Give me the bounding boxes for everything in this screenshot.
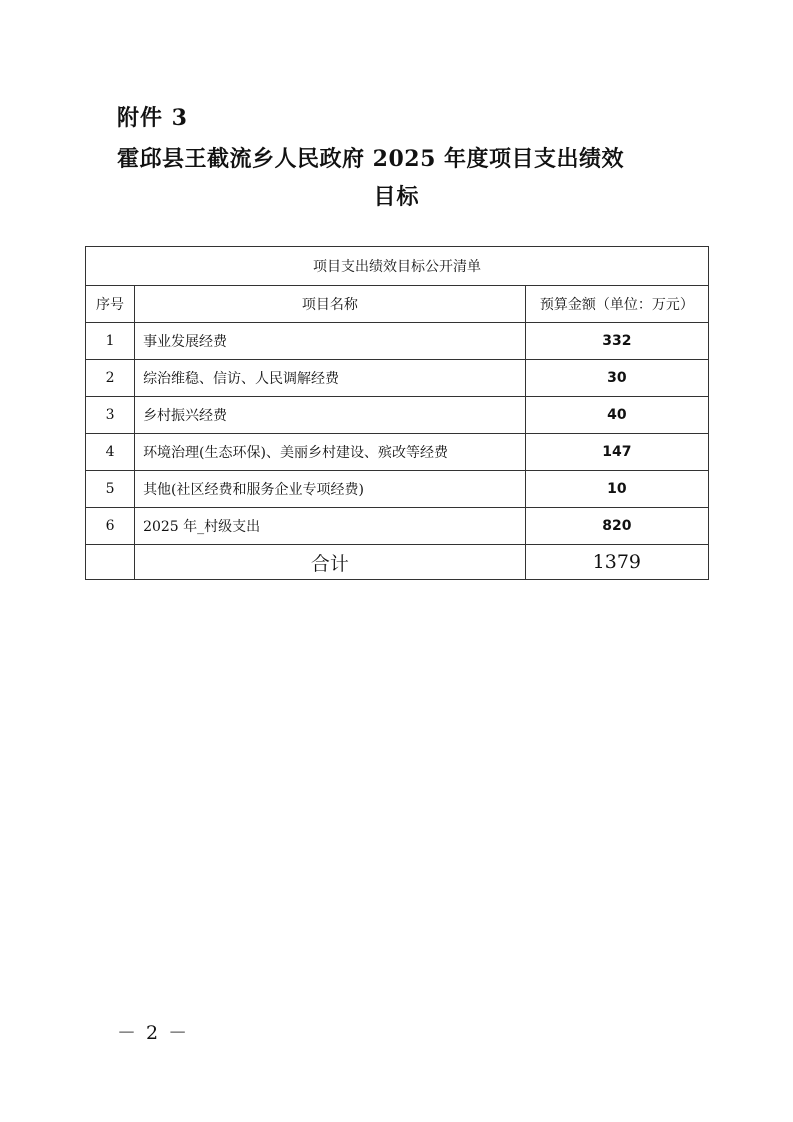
table-row — [86, 397, 709, 434]
row-project-name: 环境治理(生态环保)、美丽乡村建设、殡改等经费 — [135, 434, 526, 471]
document-title: 霍邱县王截流乡人民政府 2025 年度项目支出绩效 — [117, 146, 625, 172]
table-header-row — [86, 286, 709, 323]
table-caption-row — [86, 247, 709, 286]
header-budget-amount: 预算金额（单位：万元） — [525, 286, 708, 323]
header-serial-number: 序号 — [86, 286, 135, 323]
table-row — [86, 471, 709, 508]
table-caption: 项目支出绩效目标公开清单 — [86, 247, 709, 286]
row-project-name: 综治维稳、信访、人民调解经费 — [135, 360, 526, 397]
budget-table — [85, 246, 709, 580]
row-serial-number: 1 — [86, 323, 135, 360]
table-row — [86, 323, 709, 360]
row-project-name: 事业发展经费 — [135, 323, 526, 360]
row-budget-amount: 30 — [525, 360, 708, 397]
row-project-name: 其他(社区经费和服务企业专项经费) — [135, 471, 526, 508]
table-total-row — [86, 545, 709, 580]
table-row — [86, 360, 709, 397]
row-budget-amount: 332 — [525, 323, 708, 360]
total-empty-cell — [86, 545, 135, 580]
row-serial-number: 2 — [86, 360, 135, 397]
row-budget-amount: 40 — [525, 397, 708, 434]
row-budget-amount: 10 — [525, 471, 708, 508]
row-project-name: 2025 年_村级支出 — [135, 508, 526, 545]
header-project-name: 项目名称 — [135, 286, 526, 323]
row-budget-amount: 147 — [525, 434, 708, 471]
row-budget-amount: 820 — [525, 508, 708, 545]
total-label: 合计 — [135, 545, 526, 580]
table-row — [86, 508, 709, 545]
row-serial-number: 3 — [86, 397, 135, 434]
row-serial-number: 4 — [86, 434, 135, 471]
page-number: － 2 － — [117, 1022, 190, 1044]
row-serial-number: 6 — [86, 508, 135, 545]
table-row — [86, 434, 709, 471]
row-serial-number: 5 — [86, 471, 135, 508]
document-title-continued: 目标 — [373, 184, 420, 210]
total-amount: 1379 — [525, 545, 708, 580]
row-project-name: 乡村振兴经费 — [135, 397, 526, 434]
attachment-label: 附件 3 — [117, 105, 188, 131]
